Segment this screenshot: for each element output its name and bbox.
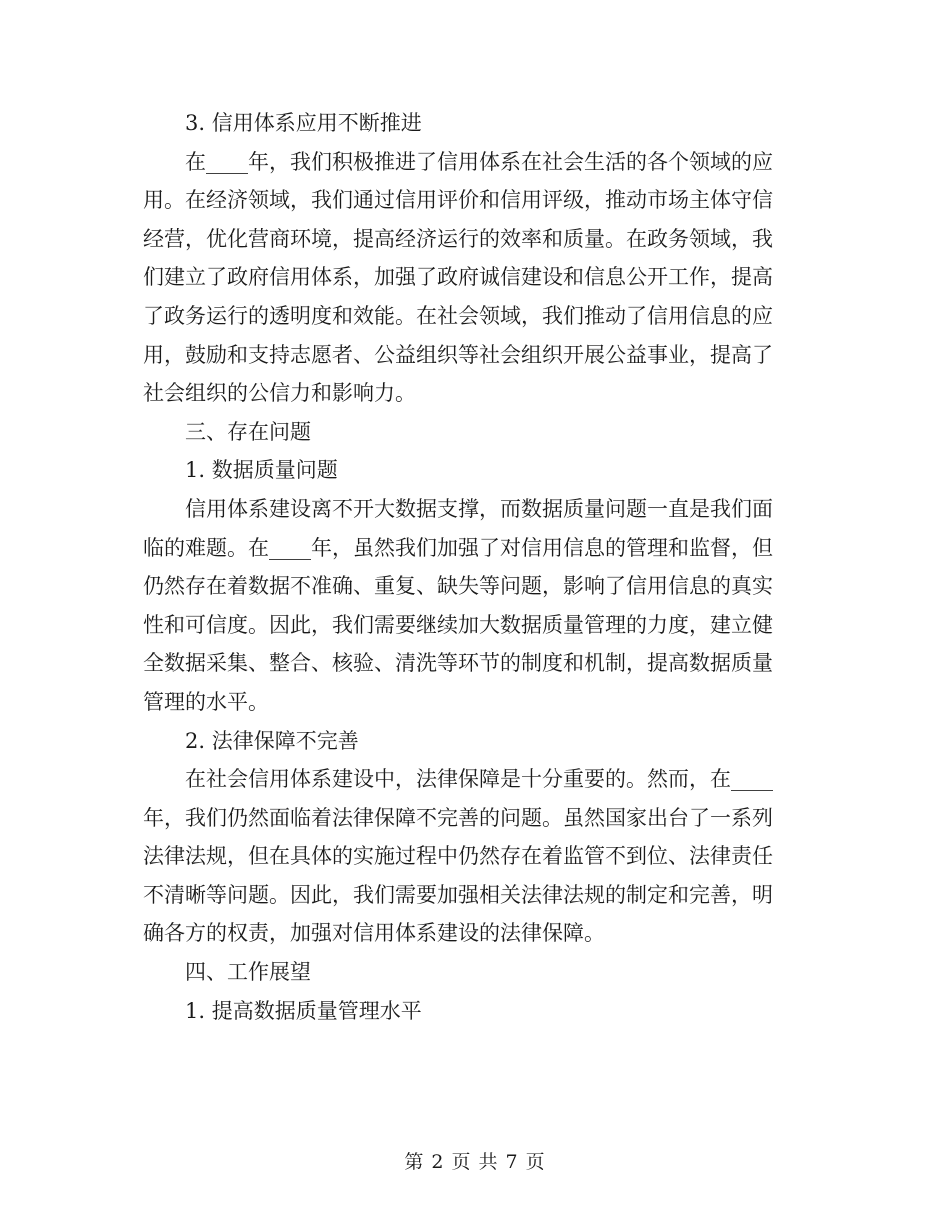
text-line: 用，鼓励和支持志愿者、公益组织等社会组织开展公益事业，提高了 bbox=[143, 342, 773, 367]
text-line: 不清晰等问题。因此，我们需要加强相关法律法规的制定和完善，明 bbox=[143, 882, 773, 907]
text-line: 性和可信度。因此，我们需要继续加大数据质量管理的力度，建立健 bbox=[143, 612, 773, 637]
text-line: 信用体系建设离不开大数据支撑，而数据质量问题一直是我们面 bbox=[185, 496, 773, 521]
text-line: 在社会信用体系建设中，法律保障是十分重要的。然而，在____ bbox=[185, 767, 773, 792]
text-line: 全数据采集、整合、核验、清洗等环节的制度和机制，提高数据质量 bbox=[143, 651, 773, 676]
text-line: 四、工作展望 bbox=[185, 960, 311, 985]
text-line: 经营，优化营商环境，提高经济运行的效率和质量。在政务领域，我 bbox=[143, 226, 773, 251]
text-line: 三、存在问题 bbox=[185, 419, 311, 444]
text-line: 社会组织的公信力和影响力。 bbox=[143, 381, 416, 406]
text-line: 管理的水平。 bbox=[143, 689, 269, 714]
text-line: 用。在经济领域，我们通过信用评价和信用评级，推动市场主体守信 bbox=[143, 188, 773, 213]
text-line: 法律法规，但在具体的实施过程中仍然存在着监管不到位、法律责任 bbox=[143, 844, 773, 869]
text-line: 了政务运行的透明度和效能。在社会领域，我们推动了信用信息的应 bbox=[143, 303, 773, 328]
text-line: 3. 信用体系应用不断推进 bbox=[185, 111, 422, 135]
text-line: 年，我们仍然面临着法律保障不完善的问题。虽然国家出台了一系列 bbox=[143, 805, 773, 830]
text-line: 确各方的权责，加强对信用体系建设的法律保障。 bbox=[143, 921, 605, 946]
page-footer: 第 2 页 共 7 页 bbox=[404, 1151, 546, 1173]
text-line: 1. 提高数据质量管理水平 bbox=[185, 998, 422, 1023]
text-line: 们建立了政府信用体系，加强了政府诚信建设和信息公开工作，提高 bbox=[143, 265, 773, 290]
document-body bbox=[143, 104, 803, 1030]
text-line: 仍然存在着数据不准确、重复、缺失等问题，影响了信用信息的真实 bbox=[143, 574, 773, 599]
text-line: 2. 法律保障不完善 bbox=[185, 728, 359, 753]
text-line: 临的难题。在____年，虽然我们加强了对信用信息的管理和监督，但 bbox=[143, 535, 773, 560]
text-line: 1. 数据质量问题 bbox=[185, 458, 338, 483]
text-line: 在____年，我们积极推进了信用体系在社会生活的各个领域的应 bbox=[185, 149, 773, 174]
